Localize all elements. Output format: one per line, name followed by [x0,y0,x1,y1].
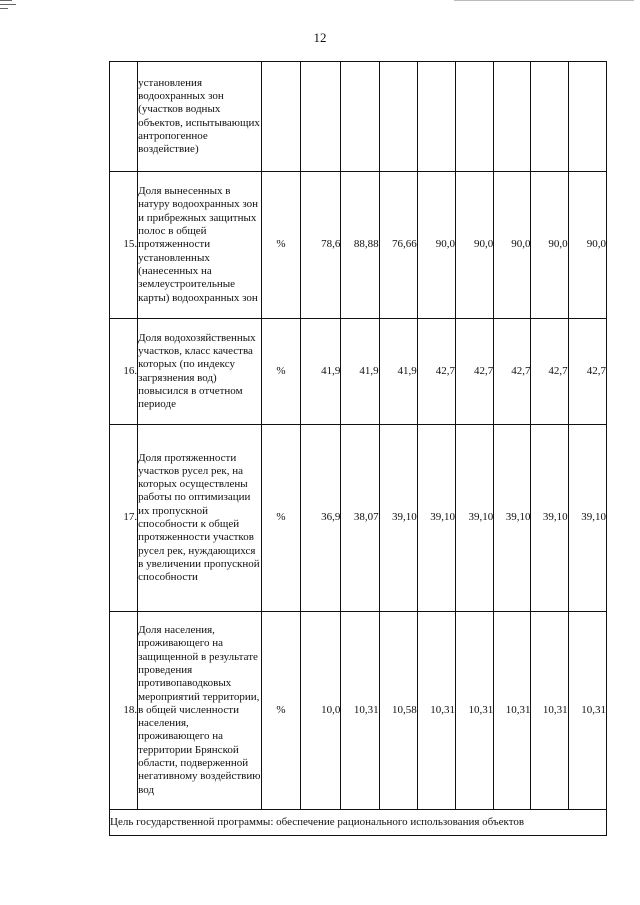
indicator-value [456,62,494,172]
indicator-value: 42,7 [417,319,455,425]
row-number: 17. [110,425,138,612]
indicator-value: 88,88 [341,172,379,319]
row-number: 18. [110,612,138,810]
indicator-value: 39,10 [494,425,531,612]
indicator-value: 10,31 [494,612,531,810]
table-row [110,425,607,612]
table-row [110,612,607,810]
table-row [110,172,607,319]
indicator-value [531,62,568,172]
scan-top-edge-line [454,0,634,1]
row-number: 15. [110,172,138,319]
goal-row [110,810,607,836]
indicator-name: Доля населения, проживающего на защищенной в результате проведения противопаводковых мероприятий территории, в общей численности населения, проживающего на территории Брянской области, подверженной негативному воздействию вод [138,612,262,810]
goal-text: Цель государственной программы: обеспечение рационального использования объектов [110,810,607,836]
scan-corner-mark [0,0,18,10]
indicator-name: Доля водохозяйственных участков, класс качества которых (по индексу загрязнения вод) повысился в отчетном периоде [138,319,262,425]
indicator-unit: % [261,425,300,612]
indicator-value: 42,7 [568,319,606,425]
indicator-value: 39,10 [456,425,494,612]
indicator-value: 10,0 [301,612,341,810]
indicator-value [568,62,606,172]
indicator-value: 36,9 [301,425,341,612]
indicator-value: 10,31 [456,612,494,810]
indicator-value: 41,9 [379,319,417,425]
indicator-value [494,62,531,172]
indicator-name: Доля протяженности участков русел рек, на которых осуществлены работы по оптимизации их пропускной способности к общей протяженности участков русел рек, нуждающихся в увеличении пропускной способности [138,425,262,612]
indicator-name: установления водоохранных зон (участков водных объектов, испытывающих антропогенное воздействие) [138,62,262,172]
indicator-value: 10,31 [341,612,379,810]
indicator-unit: % [261,612,300,810]
table-row [110,319,607,425]
page-number: 12 [313,30,327,45]
indicator-value: 41,9 [341,319,379,425]
indicator-value: 90,0 [456,172,494,319]
indicator-value: 10,58 [379,612,417,810]
indicator-value: 10,31 [531,612,568,810]
indicator-unit [261,62,300,172]
row-number [110,62,138,172]
indicator-unit: % [261,172,300,319]
indicator-value: 76,66 [379,172,417,319]
indicator-value: 41,9 [301,319,341,425]
indicator-value: 42,7 [456,319,494,425]
table-row [110,62,607,172]
indicator-value: 39,10 [531,425,568,612]
indicator-value [379,62,417,172]
row-number: 16. [110,319,138,425]
indicator-value [417,62,455,172]
indicator-value: 39,10 [568,425,606,612]
indicator-value: 78,6 [301,172,341,319]
indicator-value: 42,7 [494,319,531,425]
indicators-table [109,61,607,836]
indicator-value: 90,0 [417,172,455,319]
indicator-value: 39,10 [379,425,417,612]
indicator-value: 39,10 [417,425,455,612]
indicator-unit: % [261,319,300,425]
indicator-value [301,62,341,172]
indicator-value: 10,31 [568,612,606,810]
indicator-value: 90,0 [568,172,606,319]
indicator-value: 38,07 [341,425,379,612]
indicator-value [341,62,379,172]
indicator-value: 42,7 [531,319,568,425]
indicator-value: 10,31 [417,612,455,810]
indicator-value: 90,0 [531,172,568,319]
indicator-value: 90,0 [494,172,531,319]
indicator-name: Доля вынесенных в натуру водоохранных зон и прибрежных защитных полос в общей протяженности установленных (нанесенных на землеустроительные карты) водоохранных зон [138,172,262,319]
